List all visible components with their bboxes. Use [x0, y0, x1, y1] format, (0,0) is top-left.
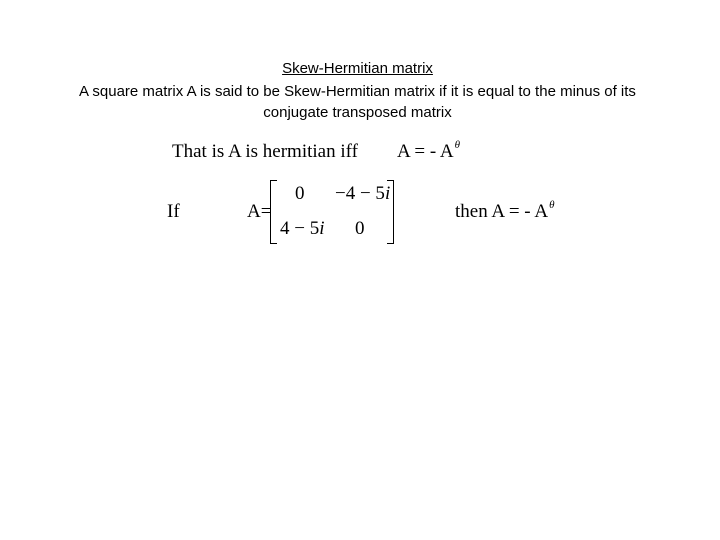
- condition-superscript: θ: [454, 138, 461, 151]
- matrix-cell-r1c2-prefix: −4 − 5: [335, 183, 385, 204]
- matrix-cell-r1c1: 0: [295, 183, 305, 204]
- matrix-a-label: A=: [247, 201, 272, 222]
- definition-text: [20, 81, 695, 123]
- condition-text: That is A is hermitian iff: [172, 141, 358, 162]
- example-then-equation: [455, 198, 555, 223]
- matrix-cell-r2c1: [280, 218, 325, 240]
- slide-title: Skew-Hermitian matrix: [282, 60, 433, 77]
- matrix-left-bracket: [270, 180, 277, 244]
- example-if-label: If: [167, 201, 180, 222]
- condition-equation-main: A = - A: [397, 141, 454, 162]
- example-then-main: then A = - A: [455, 201, 549, 222]
- matrix-cell-r1c2-var: i: [384, 183, 391, 204]
- example-then-superscript: θ: [549, 198, 555, 211]
- definition-line-1: A square matrix A is said to be Skew-Hermitian matrix if it is equal to the minus of its: [79, 83, 636, 100]
- matrix-cell-r2c1-prefix: 4 − 5: [280, 218, 320, 239]
- matrix-cell-r2c1-var: i: [319, 218, 325, 239]
- definition-line-2: conjugate transposed matrix: [263, 104, 452, 121]
- matrix: [270, 180, 394, 244]
- matrix-cell-r1c2: [335, 183, 390, 205]
- condition-equation: [397, 138, 461, 163]
- matrix-cell-r2c2: 0: [355, 218, 365, 239]
